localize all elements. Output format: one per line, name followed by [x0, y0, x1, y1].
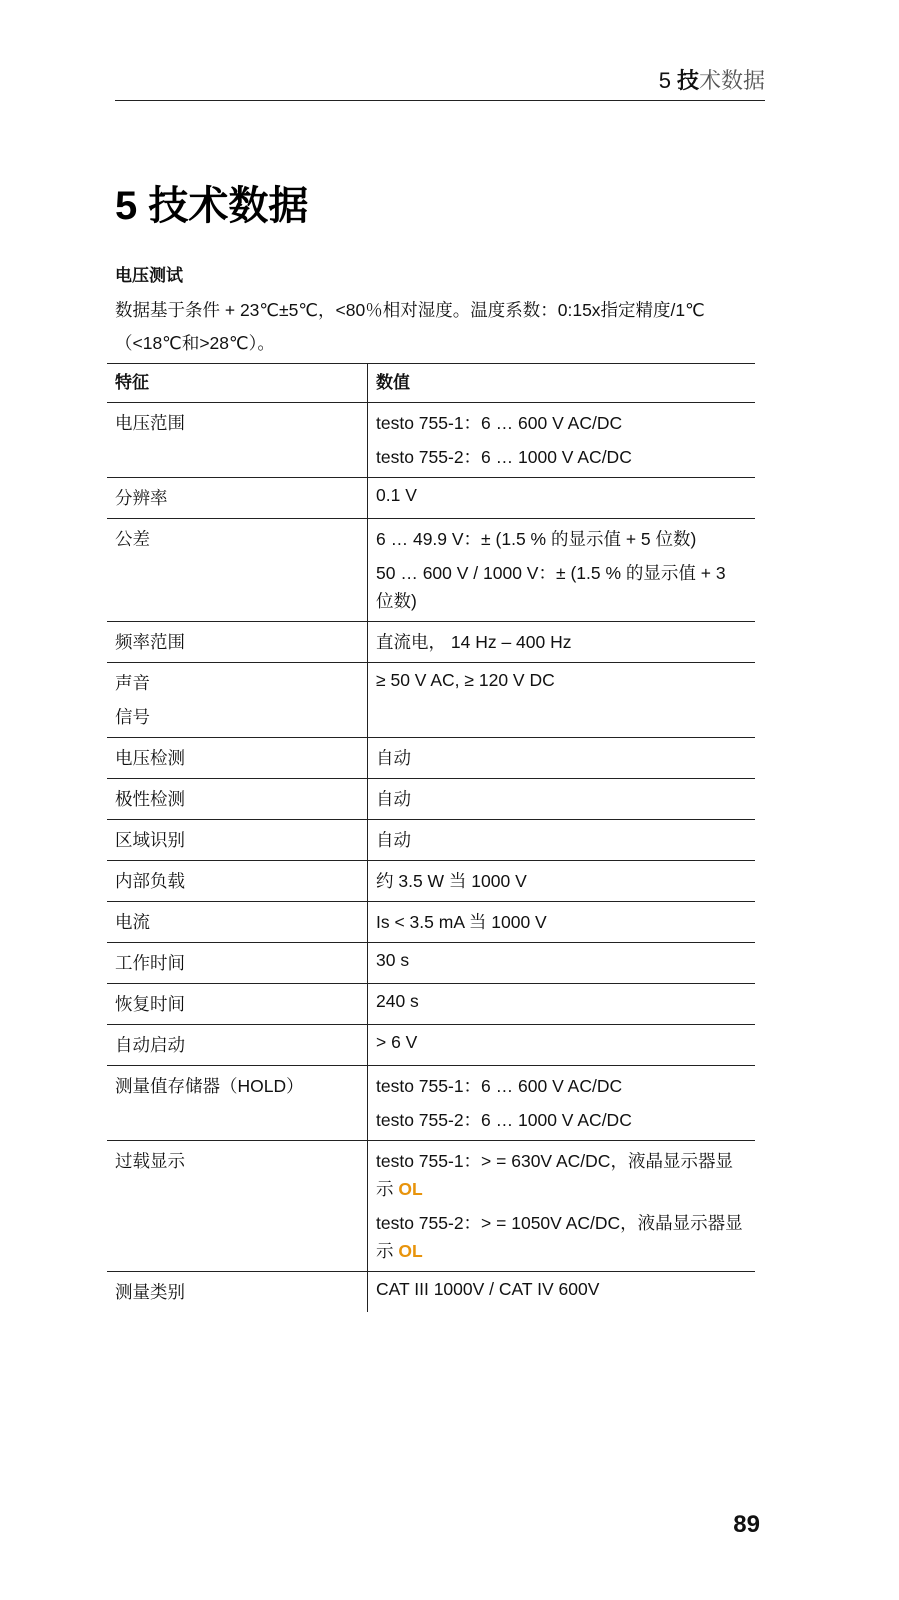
feature-cell: [107, 984, 368, 1025]
table-row: [107, 622, 755, 663]
column-header-value: 数值: [368, 364, 756, 403]
feature-label: 电流: [115, 912, 150, 932]
feature-label: 频率范围: [115, 632, 185, 652]
value-text: testo 755-2：6 … 1000 V AC/DC: [376, 447, 632, 467]
value-text: [376, 1147, 747, 1203]
table-row: [107, 984, 755, 1025]
feature-label: 测量值存储器（HOLD）: [115, 1076, 304, 1096]
page-title: 5 技术数据: [115, 184, 309, 228]
value-text-body: testo 755-2：> = 1050V AC/DC，液晶显示器显示: [376, 1213, 743, 1261]
value-cell: [368, 403, 756, 478]
table-row: [107, 738, 755, 779]
table-row: [107, 1066, 755, 1141]
value-text: 自动: [376, 830, 411, 850]
value-text: 240 s: [376, 991, 419, 1011]
feature-label: 内部负载: [115, 871, 185, 891]
feature-label: 信号: [115, 707, 150, 727]
feature-label: 分辨率: [115, 488, 168, 508]
section-intro: 数据基于条件 + 23℃±5℃，<80％相对湿度。温度系数：0:15x指定精度/1℃（<18℃和>28℃）。: [115, 300, 705, 353]
feature-label: 公差: [115, 529, 150, 549]
feature-label: 过载显示: [115, 1151, 185, 1171]
feature-cell: [107, 519, 368, 622]
section-heading: 电压测试: [115, 266, 183, 285]
table-row: [107, 403, 755, 478]
feature-label: 电压检测: [115, 748, 185, 768]
header-chapter-title: 术数据: [698, 68, 765, 93]
value-text: 50 … 600 V / 1000 V：± (1.5 % 的显示值 + 3 位数): [376, 563, 726, 611]
value-cell: [368, 622, 756, 663]
value-text: [376, 1209, 747, 1265]
value-cell: [368, 943, 756, 984]
table-row: [107, 902, 755, 943]
feature-cell: [107, 663, 368, 738]
overload-indicator-label: OL: [398, 1241, 423, 1261]
value-text: > 6 V: [376, 1032, 418, 1052]
value-text: Is < 3.5 mA 当 1000 V: [376, 912, 547, 932]
spec-table-body: [107, 403, 755, 1313]
value-text: testo 755-1：6 … 600 V AC/DC: [376, 1076, 623, 1096]
header-chapter-number: 5: [658, 68, 671, 93]
table-row: [107, 1141, 755, 1272]
feature-label: 极性检测: [115, 789, 185, 809]
feature-label: 工作时间: [115, 953, 185, 973]
feature-label: 测量类别: [115, 1282, 185, 1302]
value-text: 0.1 V: [376, 485, 417, 505]
table-row: [107, 519, 755, 622]
table-row: [107, 779, 755, 820]
feature-label: 恢复时间: [115, 994, 185, 1014]
feature-cell: [107, 1066, 368, 1141]
value-text: CAT III 1000V / CAT IV 600V: [376, 1279, 600, 1299]
value-cell: [368, 519, 756, 622]
table-row: [107, 861, 755, 902]
value-text: 自动: [376, 748, 411, 768]
value-cell: [368, 984, 756, 1025]
table-row: [107, 1272, 755, 1313]
table-row: [107, 478, 755, 519]
feature-cell: [107, 943, 368, 984]
value-text-body: testo 755-1：> = 630V AC/DC，液晶显示器显示: [376, 1151, 733, 1199]
feature-cell: [107, 1141, 368, 1272]
value-text: 直流电， 14 Hz – 400 Hz: [376, 632, 572, 652]
value-cell: [368, 1066, 756, 1141]
value-text: testo 755-2：6 … 1000 V AC/DC: [376, 1110, 632, 1130]
value-cell: [368, 1025, 756, 1066]
page-number: 89: [733, 1511, 760, 1538]
column-header-feature: 特征: [107, 364, 368, 403]
value-text: 自动: [376, 789, 411, 809]
value-cell: [368, 663, 756, 738]
running-header: [115, 66, 765, 101]
table-header-row: [107, 364, 755, 403]
feature-label: 声音: [115, 673, 150, 693]
value-cell: [368, 738, 756, 779]
feature-cell: [107, 1272, 368, 1313]
value-text: 约 3.5 W 当 1000 V: [376, 871, 527, 891]
value-text: 30 s: [376, 950, 410, 970]
value-cell: [368, 861, 756, 902]
table-row: [107, 1025, 755, 1066]
value-cell: [368, 820, 756, 861]
table-row: [107, 943, 755, 984]
value-cell: [368, 478, 756, 519]
feature-cell: [107, 779, 368, 820]
feature-cell: [107, 861, 368, 902]
value-cell: [368, 779, 756, 820]
feature-cell: [107, 478, 368, 519]
feature-label: 电压范围: [115, 413, 185, 433]
value-cell: [368, 902, 756, 943]
feature-cell: [107, 820, 368, 861]
feature-cell: [107, 1025, 368, 1066]
feature-cell: [107, 403, 368, 478]
overload-indicator-label: OL: [398, 1179, 423, 1199]
value-cell: [368, 1141, 756, 1272]
feature-cell: [107, 622, 368, 663]
feature-cell: [107, 902, 368, 943]
feature-label: 区域识别: [115, 830, 185, 850]
value-cell: [368, 1272, 756, 1313]
value-text: 6 … 49.9 V：± (1.5 % 的显示值 + 5 位数): [376, 529, 697, 549]
value-text: testo 755-1：6 … 600 V AC/DC: [376, 413, 623, 433]
value-text: ≥ 50 V AC, ≥ 120 V DC: [376, 670, 555, 690]
spec-table: [107, 363, 755, 1312]
table-row: [107, 663, 755, 738]
feature-cell: [107, 738, 368, 779]
feature-label: 自动启动: [115, 1035, 185, 1055]
table-row: [107, 820, 755, 861]
header-chapter-title-bold: 技: [676, 68, 699, 93]
